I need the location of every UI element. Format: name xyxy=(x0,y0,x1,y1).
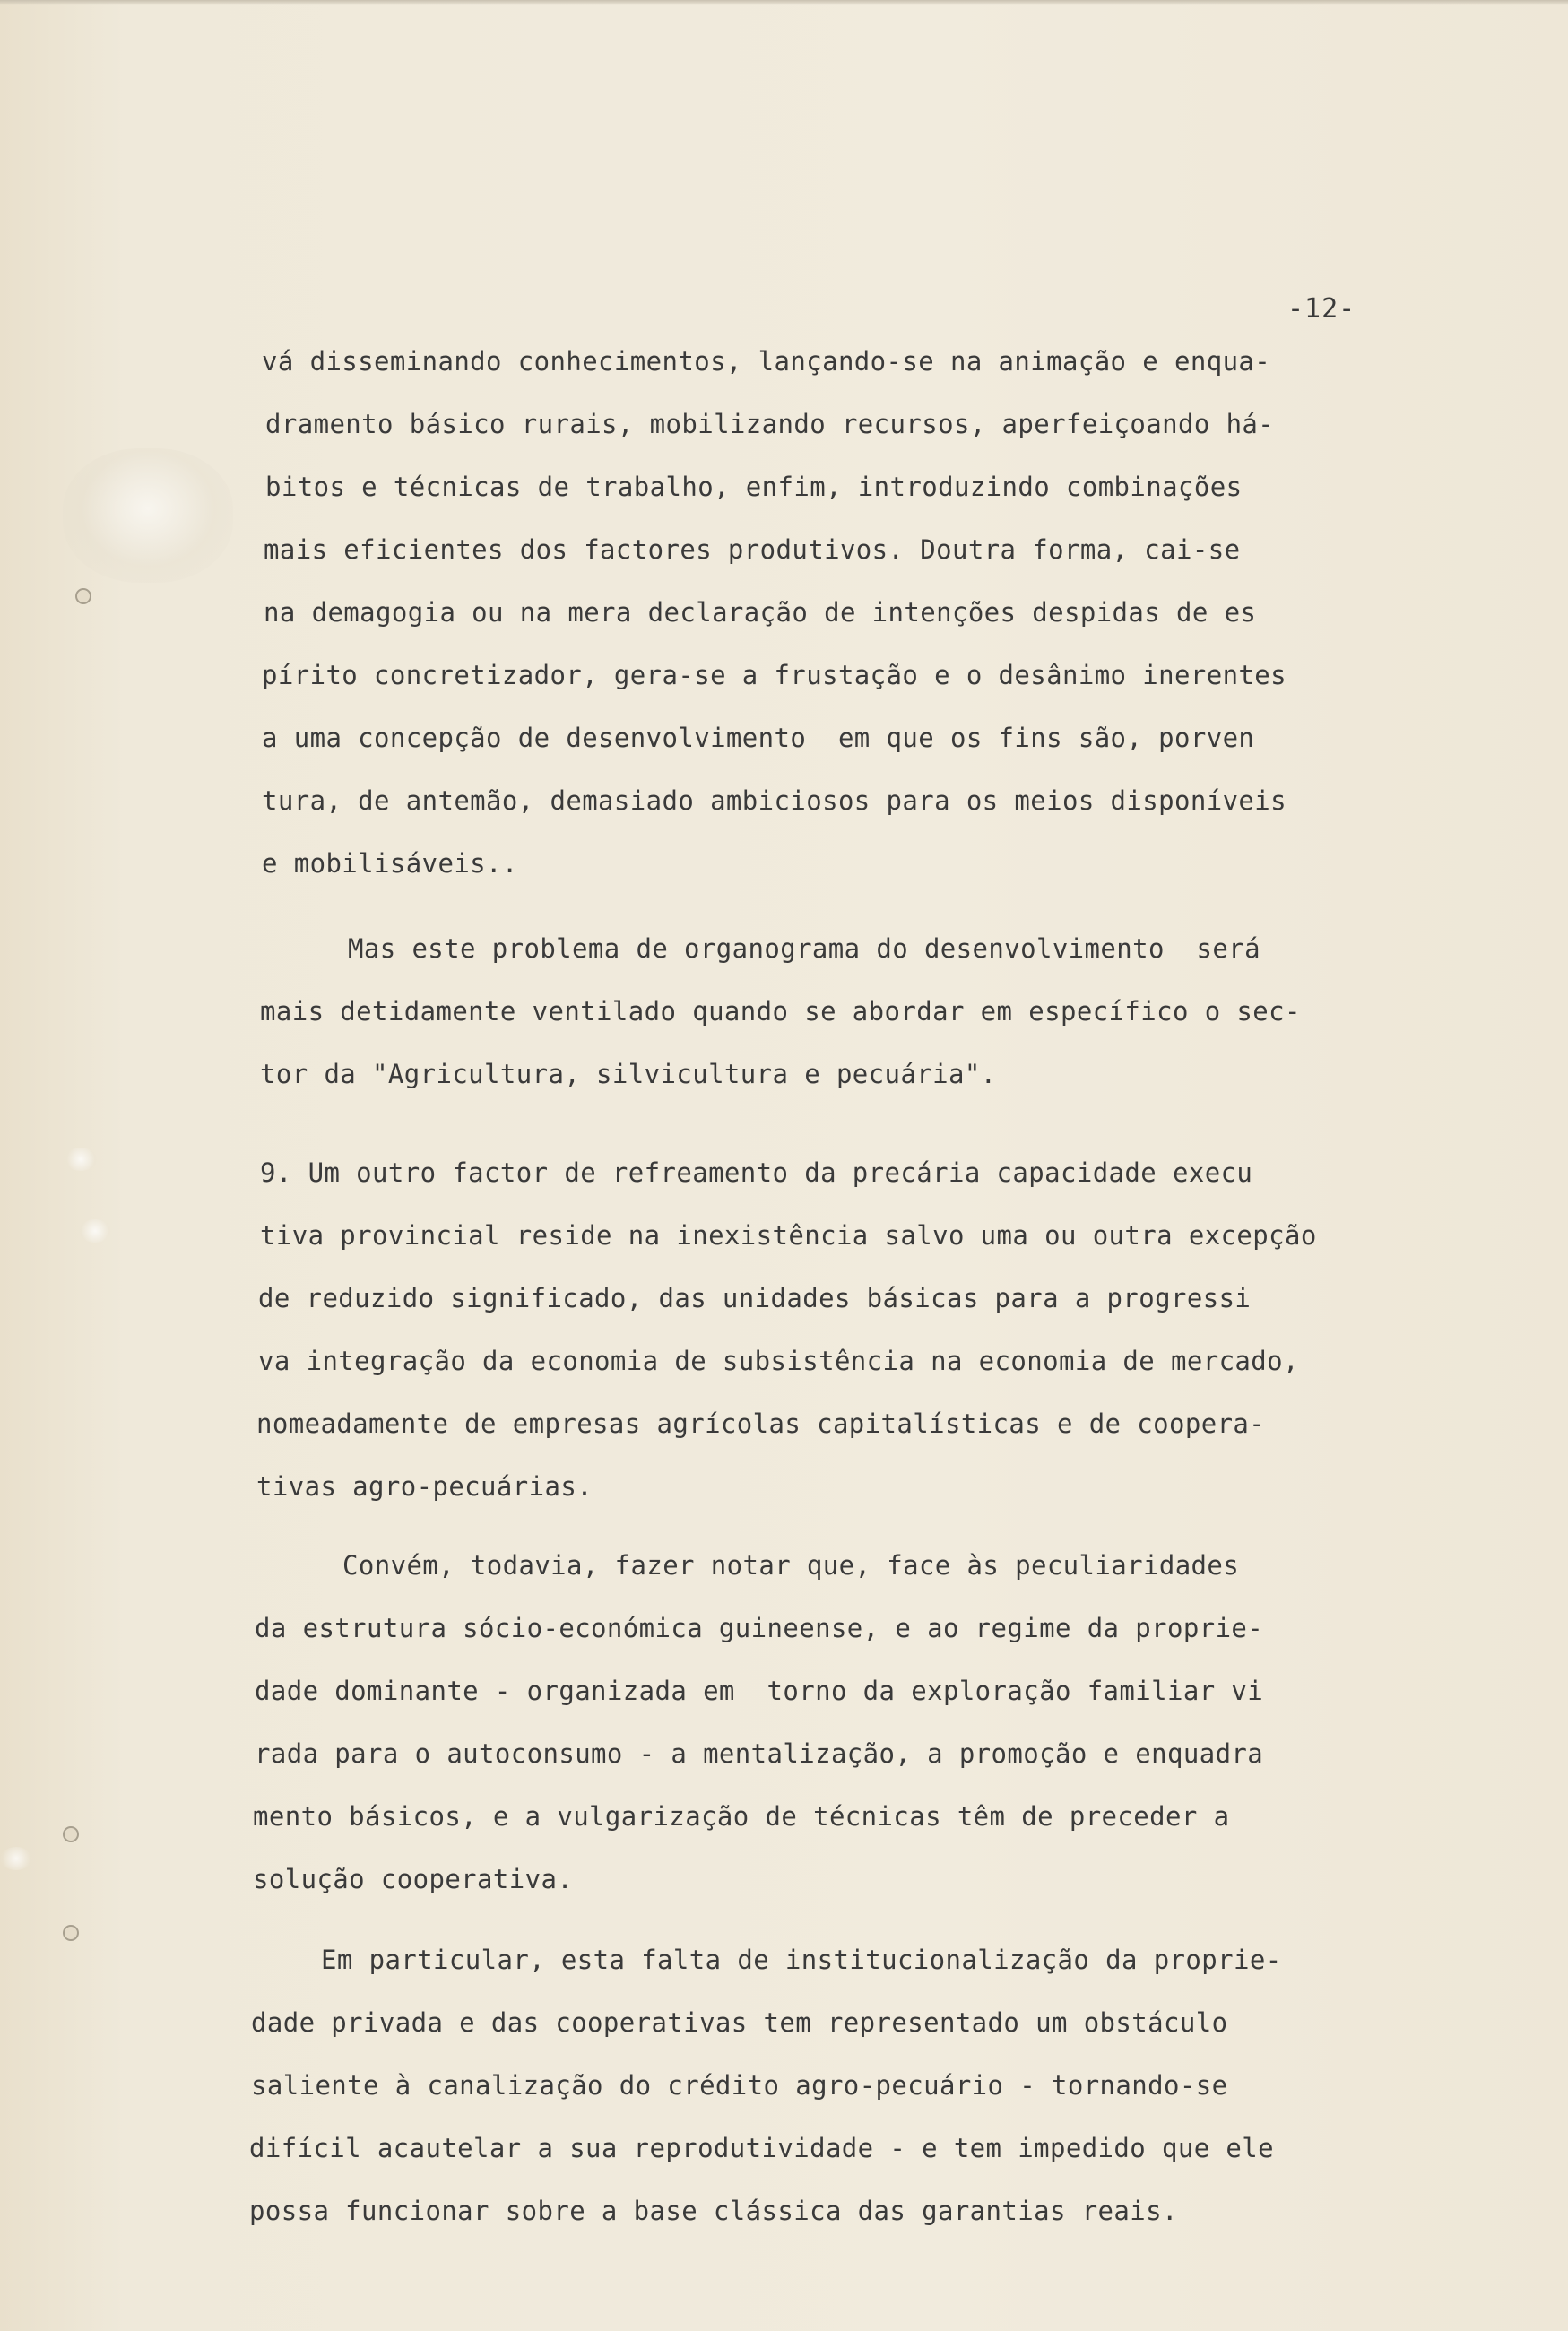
text-line: vá disseminando conhecimentos, lançando-se na animação e enqua- xyxy=(262,346,1271,377)
text-line: na demagogia ou na mera declaração de intenções despidas de es xyxy=(264,597,1257,628)
text-line: Em particular, esta falta de institucionalização da proprie- xyxy=(321,1945,1282,1975)
text-line: de reduzido significado, das unidades básicas para a progressi xyxy=(258,1283,1252,1313)
text-line: a uma concepção de desenvolvimento em que os fins são, porven xyxy=(262,723,1255,753)
text-line: e mobilisáveis.. xyxy=(262,848,518,879)
text-line: saliente à canalização do crédito agro-pecuário - tornando-se xyxy=(251,2070,1228,2101)
text-line: tivas agro-pecuárias. xyxy=(256,1471,593,1502)
text-line: Convém, todavia, fazer notar que, face às peculiaridades xyxy=(342,1550,1240,1581)
text-line: dramento básico rurais, mobilizando recursos, aperfeiçoando há- xyxy=(265,409,1275,439)
text-line: da estrutura sócio-económica guineense, e ao regime da proprie- xyxy=(255,1613,1264,1643)
text-line: tura, de antemão, demasiado ambiciosos para os meios disponíveis xyxy=(262,785,1287,816)
text-line: mais detidamente ventilado quando se abordar em específico o sec- xyxy=(260,996,1301,1027)
paper-tear xyxy=(65,1148,97,1171)
text-line: mais eficientes dos factores produtivos. Doutra forma, cai-se xyxy=(264,534,1241,565)
paper-tear xyxy=(79,1219,111,1243)
text-line: mento básicos, e a vulgarização de técnicas têm de preceder a xyxy=(253,1801,1230,1832)
paper-crease xyxy=(63,448,233,583)
text-line: dade privada e das cooperativas tem representado um obstáculo xyxy=(251,2007,1228,2038)
text-line: pírito concretizador, gera-se a frustação e o desânimo inerentes xyxy=(262,660,1287,690)
binder-hole xyxy=(63,1925,79,1941)
binder-hole xyxy=(75,588,91,604)
text-line: solução cooperativa. xyxy=(253,1864,574,1894)
text-line: nomeadamente de empresas agrícolas capitalísticas e de coopera- xyxy=(256,1408,1266,1439)
paper-tear xyxy=(0,1847,32,1870)
text-line: bitos e técnicas de trabalho, enfim, introduzindo combinações xyxy=(265,472,1243,502)
text-line: possa funcionar sobre a base clássica das garantias reais. xyxy=(249,2196,1178,2226)
text-line: 9. Um outro factor de refreamento da precária capacidade execu xyxy=(260,1157,1253,1188)
text-line: difícil acautelar a sua reprodutividade - e tem impedido que ele xyxy=(249,2133,1275,2163)
paper-top-edge xyxy=(0,0,1568,5)
text-line: dade dominante - organizada em torno da exploração familiar vi xyxy=(255,1676,1264,1706)
page-number: -12- xyxy=(1287,293,1356,325)
text-line: va integração da economia de subsistência na economia de mercado, xyxy=(258,1346,1299,1376)
text-line: rada para o autoconsumo - a mentalização, a promoção e enquadra xyxy=(255,1738,1264,1769)
text-line: Mas este problema de organograma do desenvolvimento será xyxy=(348,933,1260,964)
binder-hole xyxy=(63,1826,79,1842)
text-line: tor da "Agricultura, silvicultura e pecuária". xyxy=(260,1059,997,1089)
text-line: tiva provincial reside na inexistência salvo uma ou outra excepção xyxy=(260,1220,1317,1251)
